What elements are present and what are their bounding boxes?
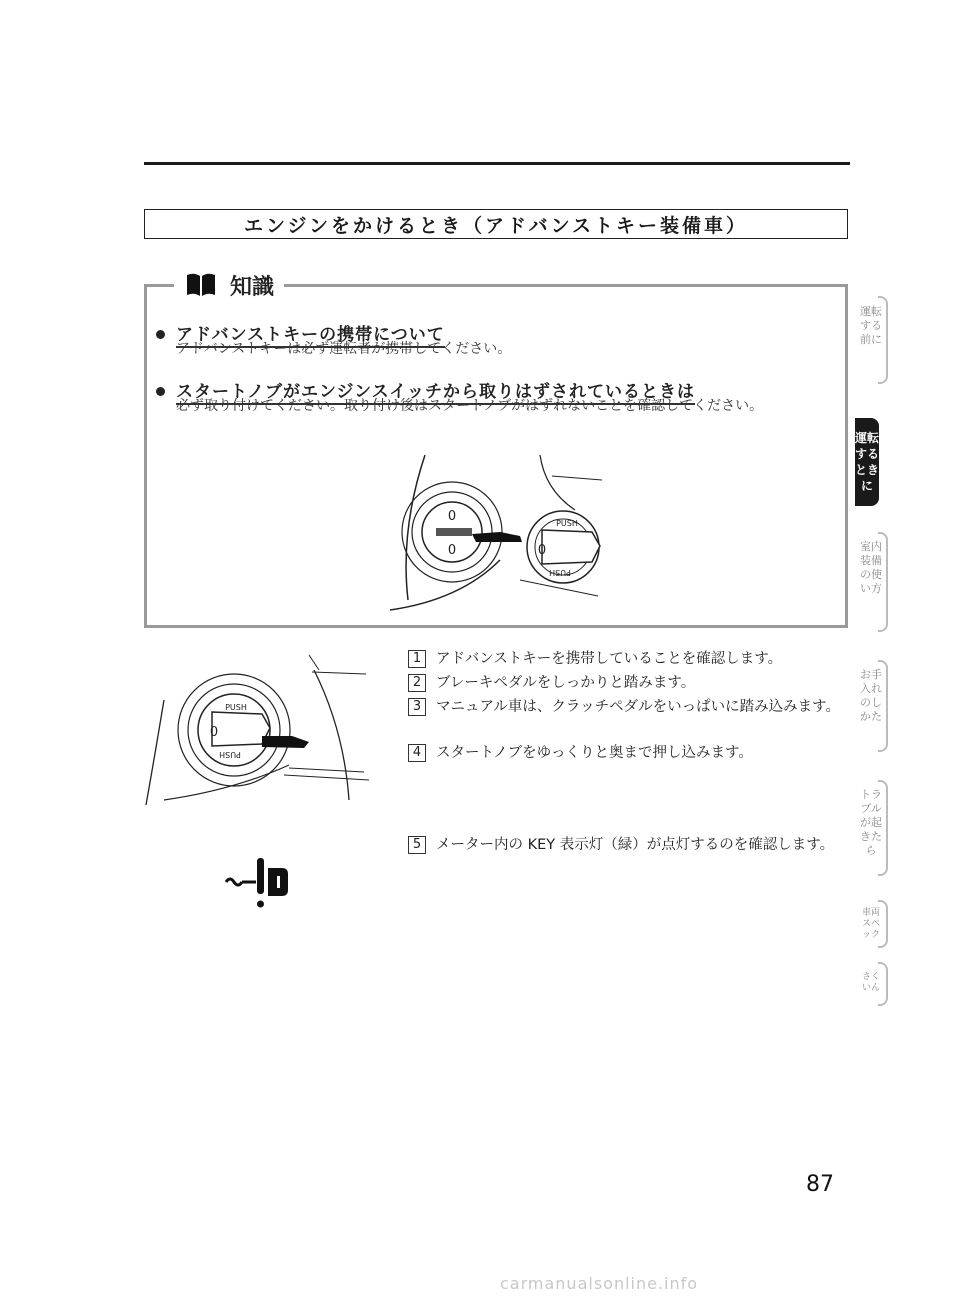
step-2 bbox=[408, 672, 864, 694]
step-3 bbox=[408, 696, 864, 718]
knowledge-heading-2: スタートノブがエンジンスイッチから取りはずされているときは bbox=[176, 377, 695, 405]
bullet-icon bbox=[156, 330, 165, 339]
push-label-bottom-2: PUSH bbox=[219, 750, 241, 759]
push-label-bottom: PUSH bbox=[549, 568, 571, 577]
side-tab-label: 車両スペック bbox=[861, 908, 880, 940]
side-tab-bracket bbox=[878, 660, 888, 752]
step-number: 1 bbox=[408, 650, 426, 668]
side-tab-bracket bbox=[878, 780, 888, 876]
zero-mark-bottom: 0 bbox=[447, 543, 457, 558]
side-tab-label: トラブルが起きたら bbox=[860, 788, 882, 857]
step-5 bbox=[408, 834, 864, 856]
knowledge-heading-1: アドバンストキーの携帯について bbox=[176, 320, 445, 348]
step-number: 4 bbox=[408, 744, 426, 762]
watermark: carmanualsonline.info bbox=[500, 1274, 699, 1293]
key-indicator-icon bbox=[222, 856, 296, 910]
step-text: ブレーキペダルをしっかりと踏みます。 bbox=[436, 675, 696, 691]
side-tab-label-active: 運転するときに bbox=[855, 431, 880, 493]
step-text: アドバンストキーを携帯していることを確認します。 bbox=[436, 651, 783, 667]
zero-mark-top: 0 bbox=[447, 509, 457, 524]
step-4 bbox=[408, 742, 864, 764]
side-tab-bracket bbox=[878, 962, 888, 1006]
side-tab-label: 運転する前に bbox=[860, 305, 882, 346]
side-tab-while-driving-active[interactable] bbox=[855, 418, 879, 506]
zero-mark-knob: 0 bbox=[537, 543, 547, 558]
step-1 bbox=[408, 648, 864, 670]
knowledge-text-2: 必ず取り付けてください。取り付け後はスタートノブがはずれないことを確認してください。 bbox=[176, 398, 764, 414]
book-icon bbox=[184, 272, 218, 298]
step-text: マニュアル車は、クラッチペダルをいっぱいに踏み込みます。 bbox=[436, 699, 840, 715]
step-text: メーター内の KEY 表示灯（緑）が点灯するのを確認します。 bbox=[436, 837, 835, 853]
knowledge-text-1: アドバンストキーは必ず運転者が携帯してください。 bbox=[176, 341, 512, 357]
step-text: スタートノブをゆっくりと奥まで押し込みます。 bbox=[436, 745, 753, 761]
page-title: エンジンをかけるとき（アドバンストキー装備車） bbox=[144, 209, 848, 239]
step-number: 2 bbox=[408, 674, 426, 692]
side-tab-bracket bbox=[878, 532, 888, 632]
bullet-icon bbox=[156, 387, 165, 396]
knowledge-label: 知識 bbox=[230, 274, 275, 300]
zero-mark-knob-2: 0 bbox=[209, 725, 219, 740]
step-number: 3 bbox=[408, 698, 426, 716]
start-knob-installed-figure bbox=[144, 650, 376, 810]
side-tab-bracket bbox=[878, 900, 888, 948]
top-rule bbox=[144, 162, 850, 165]
start-knob-removed-figure bbox=[380, 450, 620, 616]
step-number: 5 bbox=[408, 836, 426, 854]
side-tab-bracket bbox=[878, 296, 888, 384]
side-tab-label: さくいん bbox=[861, 972, 880, 993]
push-label-top: PUSH bbox=[556, 519, 578, 528]
page-number: 87 bbox=[806, 1172, 834, 1197]
side-tab-label: 室内装備の使い方 bbox=[860, 540, 882, 595]
knowledge-badge bbox=[174, 268, 284, 302]
push-label-top-2: PUSH bbox=[225, 703, 247, 712]
side-tab-label: お手入れのしかた bbox=[860, 668, 882, 723]
